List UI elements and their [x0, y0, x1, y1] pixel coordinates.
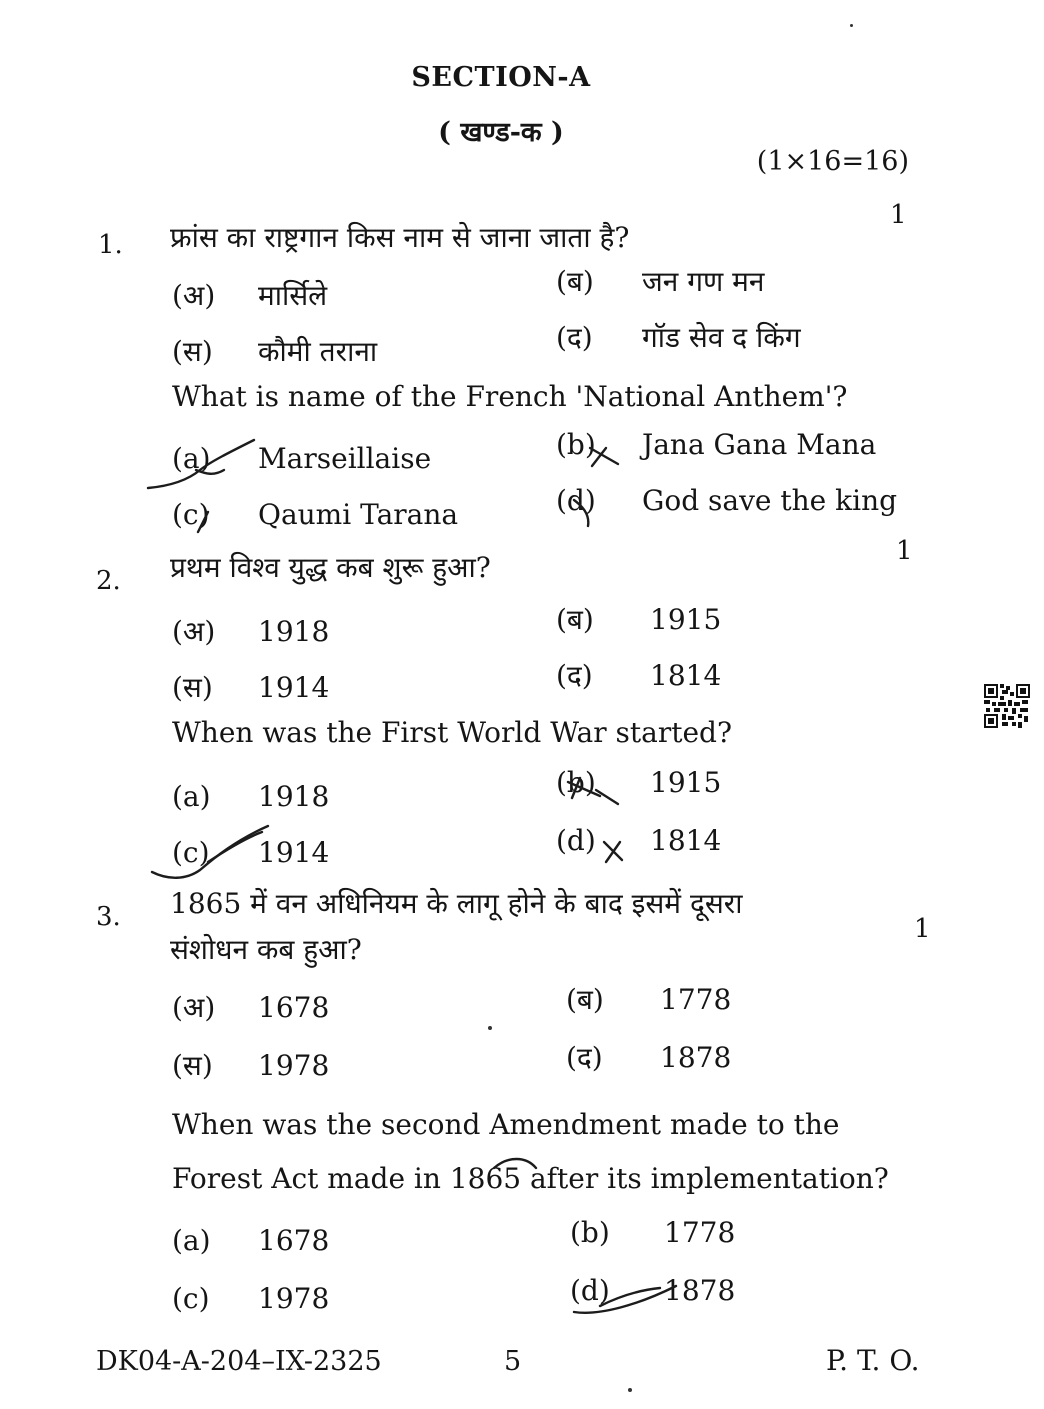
option-text: गॉड सेव द किंग: [642, 321, 801, 354]
option-text: मार्सिले: [258, 279, 328, 312]
option-english-b: [556, 766, 721, 799]
stray-speck: [628, 1388, 632, 1392]
option-english-c: [172, 836, 329, 869]
page-number: 5: [504, 1346, 522, 1377]
option-english-d: [556, 484, 897, 517]
option-label: (अ): [172, 991, 216, 1024]
option-english-b: [556, 428, 876, 461]
option-text: 1914: [258, 671, 330, 704]
option-text: 1918: [258, 780, 330, 813]
option-label: (ब): [556, 265, 594, 298]
option-label: (d): [556, 824, 596, 857]
option-label: (ब): [556, 603, 594, 636]
option-hindi-a: [172, 988, 329, 1026]
option-text: 1778: [660, 983, 732, 1016]
option-text: 1914: [258, 836, 330, 869]
option-english-a: [172, 442, 431, 475]
question-number: 2.: [96, 566, 121, 596]
option-label: (द): [556, 321, 593, 354]
question-number: 3.: [96, 902, 121, 932]
question-marks: 1: [914, 914, 931, 944]
option-english-b: [570, 1216, 735, 1249]
option-text: जन गण मन: [642, 265, 765, 298]
option-label: (d): [556, 484, 596, 517]
option-text: कौमी तराना: [258, 335, 378, 368]
question-text-hindi: प्रथम विश्व युद्ध कब शुरू हुआ?: [170, 551, 491, 584]
option-label: (c): [172, 498, 210, 531]
option-hindi-d: [566, 1038, 731, 1076]
option-label: (द): [566, 1041, 603, 1074]
qr-code-icon: [984, 684, 1030, 728]
option-hindi-b: [566, 980, 731, 1018]
option-text: 1878: [660, 1041, 732, 1074]
option-text: 1915: [650, 603, 722, 636]
option-label: (अ): [172, 615, 216, 648]
option-hindi-c: [172, 332, 377, 370]
option-hindi-c: [172, 668, 329, 706]
option-hindi-c: [172, 1046, 329, 1084]
option-english-c: [172, 498, 458, 531]
question-text-english: When was the First World War started?: [172, 716, 732, 749]
option-text: 1978: [258, 1282, 330, 1315]
question-text-english-line1: When was the second Amendment made to the: [172, 1108, 840, 1141]
pto-label: P. T. O.: [826, 1344, 920, 1377]
option-text: 1678: [258, 991, 330, 1024]
option-english-a: [172, 780, 329, 813]
question-text-english-line2: Forest Act made in 1865 after its implementation?: [172, 1162, 889, 1195]
question-text-hindi-line2: संशोधन कब हुआ?: [170, 933, 362, 966]
option-label: (स): [172, 1049, 213, 1082]
option-text: 1678: [258, 1224, 330, 1257]
option-hindi-d: [556, 656, 721, 694]
option-text: Qaumi Tarana: [258, 498, 459, 531]
option-label: (स): [172, 335, 213, 368]
option-hindi-d: [556, 318, 801, 356]
section-title-hindi: ( खण्ड-क ): [438, 117, 564, 148]
question-text-hindi: फ्रांस का राष्ट्रगान किस नाम से जाना जाता है?: [170, 221, 630, 254]
option-english-d: [556, 824, 721, 857]
option-hindi-a: [172, 612, 329, 650]
stray-speck: [488, 1026, 492, 1030]
section-marks-total: (1×16=16): [756, 146, 909, 177]
section-title: SECTION-A: [411, 62, 591, 93]
option-text: 1918: [258, 615, 330, 648]
question-marks: 1: [890, 200, 907, 230]
option-label: (द): [556, 659, 593, 692]
option-label: (b): [570, 1216, 610, 1249]
option-text: God save the king: [642, 484, 898, 517]
question-text-english: What is name of the French 'National Anthem'?: [172, 380, 848, 413]
option-label: (ब): [566, 983, 604, 1016]
option-english-a: [172, 1224, 329, 1257]
option-label: (d): [570, 1274, 610, 1307]
paper-code: DK04-A-204–IX-2325: [96, 1346, 382, 1377]
option-label: (a): [172, 1224, 211, 1257]
option-label: (अ): [172, 279, 216, 312]
question-number: 1.: [98, 230, 123, 260]
option-english-c: [172, 1282, 329, 1315]
question-marks: 1: [896, 536, 913, 566]
option-text: 1778: [664, 1216, 736, 1249]
option-text: 1978: [258, 1049, 330, 1082]
option-text: 1915: [650, 766, 722, 799]
stray-speck: [850, 24, 853, 27]
option-label: (b): [556, 766, 596, 799]
option-text: 1814: [650, 824, 722, 857]
option-hindi-b: [556, 600, 721, 638]
option-label: (a): [172, 442, 211, 475]
option-text: Marseillaise: [258, 442, 432, 475]
option-hindi-b: [556, 262, 764, 300]
option-label: (c): [172, 836, 210, 869]
option-label: (a): [172, 780, 211, 813]
option-text: Jana Gana Mana: [642, 428, 877, 461]
question-text-hindi-line1: 1865 में वन अधिनियम के लागू होने के बाद इसमें दूसरा: [170, 887, 743, 920]
option-label: (स): [172, 671, 213, 704]
option-text: 1878: [664, 1274, 736, 1307]
option-text: 1814: [650, 659, 722, 692]
option-hindi-a: [172, 276, 327, 314]
option-english-d: [570, 1274, 735, 1307]
option-label: (c): [172, 1282, 210, 1315]
option-label: (b): [556, 428, 596, 461]
